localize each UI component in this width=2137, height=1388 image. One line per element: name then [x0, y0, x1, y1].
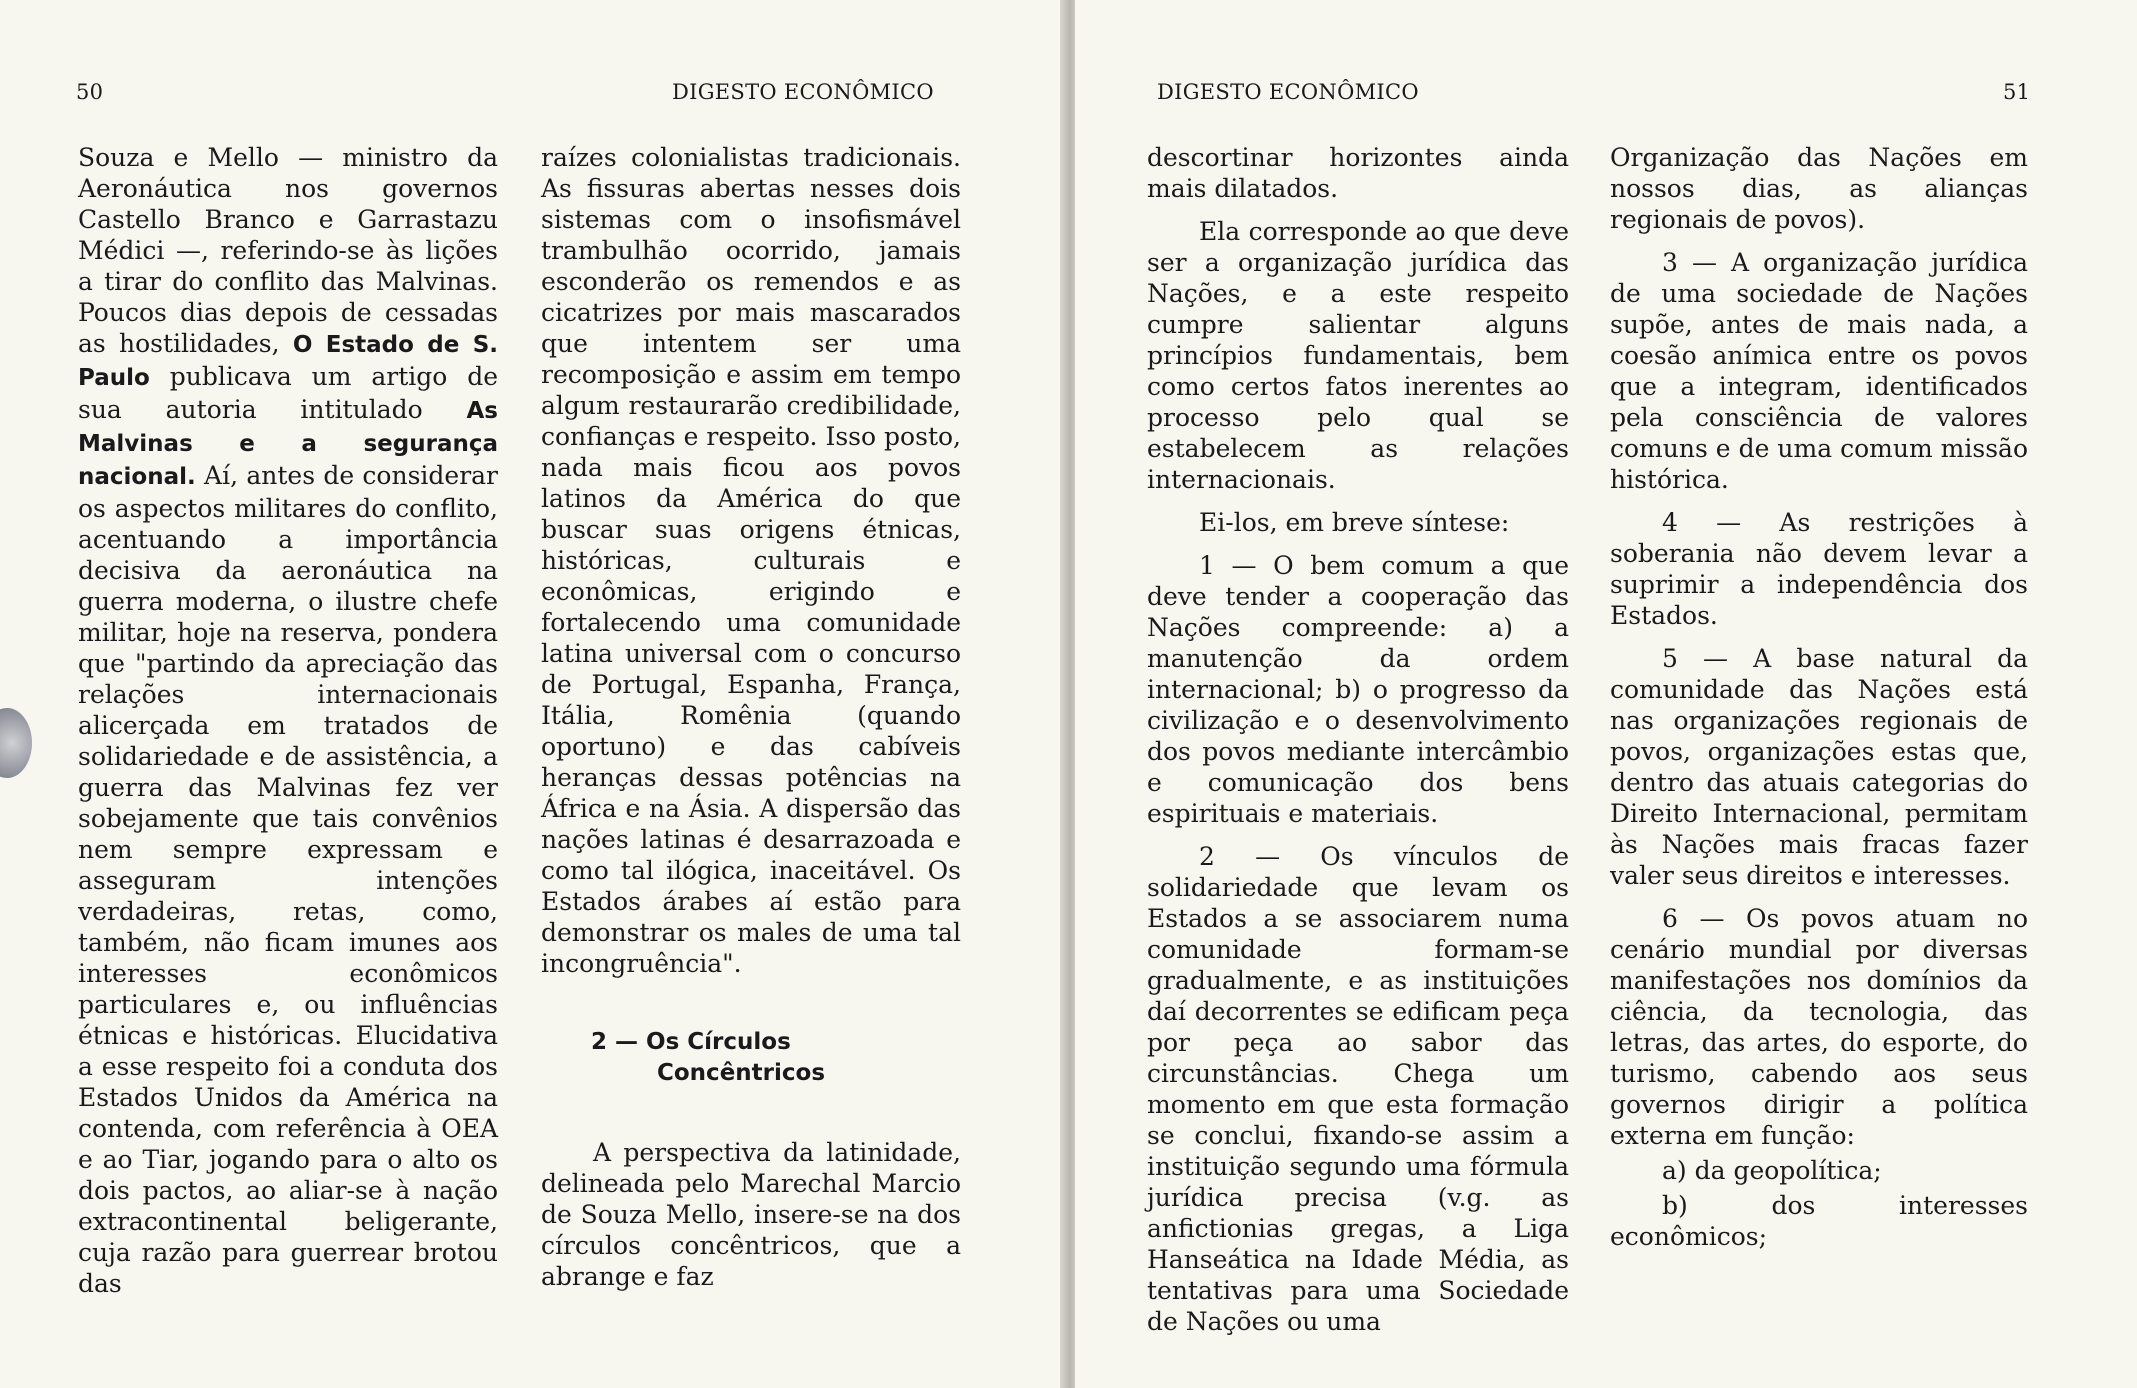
- left-column-1: [78, 142, 498, 1299]
- right-column-2: [1610, 142, 2028, 1252]
- paragraph: 6 — Os povos atuam no cenário mundial por diversas manifestações nos domínios da ciência, da tecnologia, das letras, das artes, do esporte, do turismo, cabendo aos seus governos dirigir a política externa em função:: [1610, 904, 2028, 1150]
- paragraph: [78, 142, 498, 1299]
- paragraph: 5 — A base natural da comunidade das Nações está nas organizações regionais de povos, organizações estas que, dentro das atuais categorias do Direito Internacional, permitam às Nações mais fracas fazer valer seus direitos e interesses.: [1610, 644, 2028, 890]
- text-run: Souza e Mello — ministro da Aeronáutica nos governos Castello Branco e Garrastazu Médici —, referindo-se às lições a tirar do conflito das Malvinas. Poucos dias depois de cessadas as hostilidades,: [78, 143, 498, 358]
- paragraph: Ei-los, em breve síntese:: [1199, 508, 1510, 537]
- paragraph: descortinar horizontes ainda mais dilatados.: [1147, 143, 1569, 203]
- list-item: a) da geopolítica;: [1662, 1156, 1882, 1185]
- left-column-2: [541, 142, 961, 1292]
- left-running-title: DIGESTO ECONÔMICO: [672, 80, 934, 104]
- paragraph: 2 — Os vínculos de solidariedade que levam os Estados a se associarem numa comunidade formam-se gradualmente, e as instituições daí decorrentes se edificam peça por peça ao sabor das circunstâncias. Chega um momento em que esta formação se conclui, fixando-se assim a instituição segundo uma fórmula jurídica precisa (v.g. as anfictionias gregas, a Liga Hanseática na Idade Média, as tentativas para uma Sociedade de Nações ou uma: [1147, 842, 1569, 1336]
- newspaper-name: O Estado de S. Paulo: [78, 332, 498, 391]
- paragraph: Organização das Nações em nossos dias, as alianças regionais de povos).: [1610, 143, 2028, 234]
- paragraph: 3 — A organização jurídica de uma sociedade de Nações supõe, antes de mais nada, a coesão anímica entre os povos que a integram, identificados pela consciência de valores comuns e de uma comum missão histórica.: [1610, 248, 2028, 494]
- paragraph: A perspectiva da latinidade, delineada pelo Marechal Marcio de Souza Mello, insere-se na dos círculos concêntricos, que a abrange e faz: [541, 1138, 961, 1291]
- left-page: [0, 0, 1065, 1388]
- left-page-number: 50: [76, 80, 104, 104]
- article-title: As Malvinas e a segurança nacional.: [78, 398, 498, 490]
- heading-line-2: Concêntricos: [657, 1060, 826, 1086]
- paragraph: 4 — As restrições à soberania não devem levar a suprimir a independência dos Estados.: [1610, 508, 2028, 630]
- text-run: Aí, antes de considerar os aspectos militares do conflito, acentuando a importância decisiva da aeronáutica na guerra moderna, o ilustre chefe militar, hoje na reserva, pondera que "partindo da apreciação das relações internacionais alicerçada em tratados de solidariedade e de assistência, a guerra das Malvinas fez ver sobejamente que tais convênios nem sempre expressam e asseguram intenções verdadeiras, retas, como, também, não ficam imunes aos interesses econômicos particulares e, ou influências étnicas e históricas. Elucidativa a esse respeito foi a conduta dos Estados Unidos da América na contenda, com referência à OEA e ao Tiar, jogando para o alto os dois pactos, ao aliar-se à nação extracontinental beligerante, cuja razão para guerrear brotou das: [78, 461, 498, 1298]
- right-column-1: [1147, 142, 1569, 1337]
- right-page-number: 51: [2003, 80, 2031, 104]
- paragraph: raízes colonialistas tradicionais. As fissuras abertas nesses dois sistemas com o insofismável trambulhão ocorrido, jamais esconderão os remendos e as cicatrizes por mais mascarados que intentem ser uma recomposição e assim em tempo algum restaurarão credibilidade, confianças e respeito. Isso posto, nada mais ficou aos povos latinos da América do que buscar suas origens étnicas, históricas, culturais e econômicas, erigindo e fortalecendo uma comunidade latina universal com o concurso de Portugal, Espanha, França, Itália, Romênia (quando oportuno) e das cabíveis heranças dessas potências na África e na Ásia. A dispersão das nações latinas é desarrazoada e como tal ilógica, inaceitável. Os Estados árabes aí estão para demonstrar os males de uma tal incongruência".: [541, 143, 961, 978]
- binder-hole-icon: [0, 708, 32, 778]
- heading-line-1: 2 — Os Círculos: [591, 1029, 791, 1055]
- right-page: [1075, 0, 2137, 1388]
- paragraph: 1 — O bem comum a que deve tender a cooperação das Nações compreende: a) a manutenção da ordem internacional; b) o progresso da civilização e o desenvolvimento dos povos mediante intercâmbio e comunicação dos bens espirituais e materiais.: [1147, 551, 1569, 828]
- text-run: publicava um artigo de sua autoria intitulado: [78, 362, 499, 424]
- right-running-title: DIGESTO ECONÔMICO: [1157, 80, 1419, 104]
- list-item: b) dos interesses econômicos;: [1610, 1191, 2028, 1251]
- paragraph: Ela corresponde ao que deve ser a organização jurídica das Nações, e a este respeito cumpre salientar alguns princípios fundamentais, bem como certos fatos inerentes ao processo pelo qual se estabelecem as relações internacionais.: [1147, 217, 1569, 494]
- section-heading: [591, 1027, 961, 1089]
